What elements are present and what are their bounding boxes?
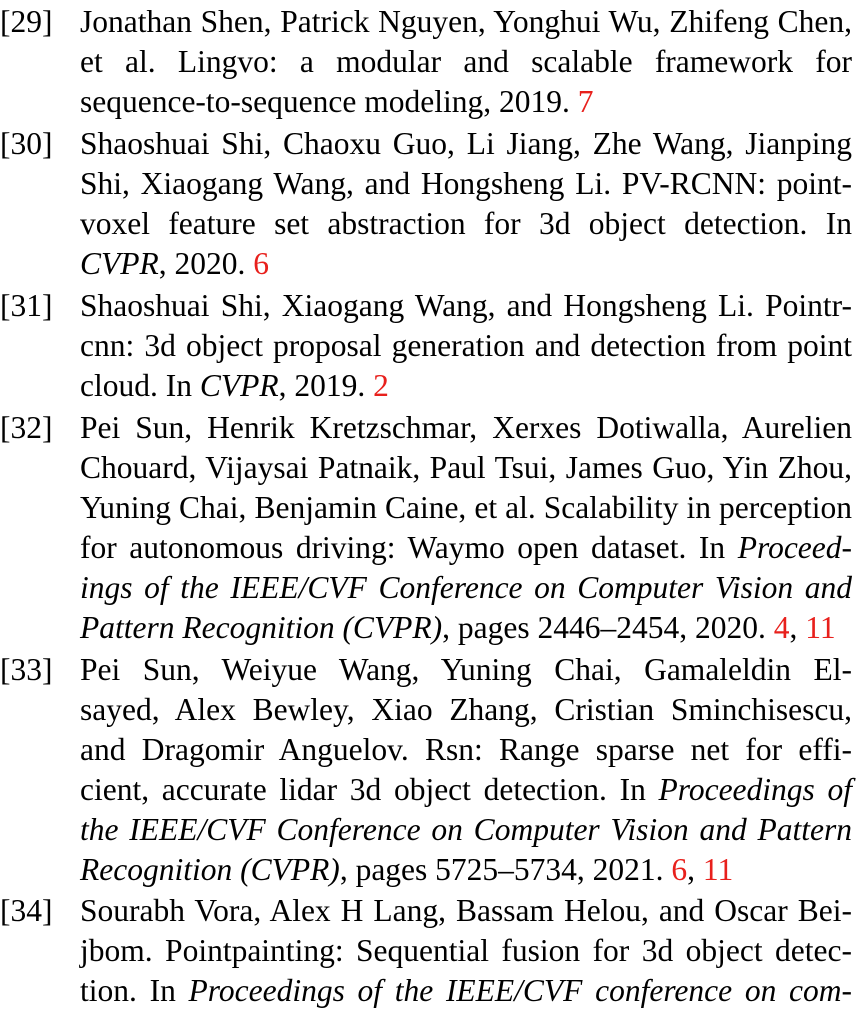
reference-tag: [31] [0, 288, 53, 323]
citation-link[interactable]: 6 [253, 246, 269, 281]
citation-link[interactable]: 11 [702, 852, 734, 887]
reference-line: Jonathan Shen, Patrick Nguyen, Yonghui Wu, Zhifeng Chen, [80, 4, 852, 39]
reference-tag: [34] [0, 893, 53, 928]
reference-line: ings of the IEEE/CVF Conference on Computer Vision and [80, 570, 852, 605]
reference-line: cloud. In CVPR, 2019. 2 [80, 368, 389, 403]
citation-link[interactable]: 2 [373, 368, 389, 403]
reference-line: Pattern Recognition (CVPR), pages 2446–2454, 2020. 4, 11 [80, 610, 836, 645]
citation-link[interactable]: 6 [671, 852, 688, 887]
reference-line: Shaoshuai Shi, Chaoxu Guo, Li Jiang, Zhe Wang, Jianping [80, 126, 852, 161]
reference-line: Shi, Xiaogang Wang, and Hongsheng Li. PV-RCNN: point- [80, 166, 852, 201]
reference-line: CVPR, 2020. 6 [80, 246, 269, 281]
reference-line: the IEEE/CVF Conference on Computer Vision and Pattern [80, 812, 852, 847]
reference-line: Chouard, Vijaysai Patnaik, Paul Tsui, James Guo, Yin Zhou, [80, 450, 852, 485]
reference-line: et al. Lingvo: a modular and scalable framework for [80, 44, 852, 79]
citation-link[interactable]: 7 [577, 84, 594, 119]
citation-link[interactable]: 11 [805, 610, 836, 645]
reference-tag: [29] [0, 4, 53, 39]
reference-line: sequence-to-sequence modeling, 2019. 7 [80, 84, 594, 119]
reference-tag: [30] [0, 126, 53, 161]
reference-line: tion. In Proceedings of the IEEE/CVF conference on com- [80, 973, 852, 1008]
reference-line: sayed, Alex Bewley, Xiao Zhang, Cristian Sminchisescu, [80, 692, 852, 727]
reference-line: voxel feature set abstraction for 3d object detection. In [80, 206, 852, 241]
reference-line: Pei Sun, Weiyue Wang, Yuning Chai, Gamaleldin El- [80, 652, 852, 687]
citation-link[interactable]: 4 [773, 610, 790, 645]
reference-line: cient, accurate lidar 3d object detection. In Proceedings of [80, 772, 852, 807]
reference-line: and Dragomir Anguelov. Rsn: Range sparse net for effi- [80, 732, 852, 767]
reference-line: Recognition (CVPR), pages 5725–5734, 2021. 6, 11 [80, 852, 734, 887]
reference-line: Yuning Chai, Benjamin Caine, et al. Scalability in perception [80, 490, 852, 525]
reference-tag: [32] [0, 410, 53, 445]
reference-line: Sourabh Vora, Alex H Lang, Bassam Helou, and Oscar Bei- [80, 893, 852, 928]
reference-line: cnn: 3d object proposal generation and detection from point [80, 328, 852, 363]
reference-tag: [33] [0, 652, 53, 687]
reference-line: for autonomous driving: Waymo open dataset. In Proceed- [80, 530, 852, 565]
reference-line: jbom. Pointpainting: Sequential fusion for 3d object detec- [80, 933, 852, 968]
reference-line: Shaoshuai Shi, Xiaogang Wang, and Hongsheng Li. Pointr- [80, 288, 852, 323]
reference-line: Pei Sun, Henrik Kretzschmar, Xerxes Dotiwalla, Aurelien [80, 410, 852, 445]
